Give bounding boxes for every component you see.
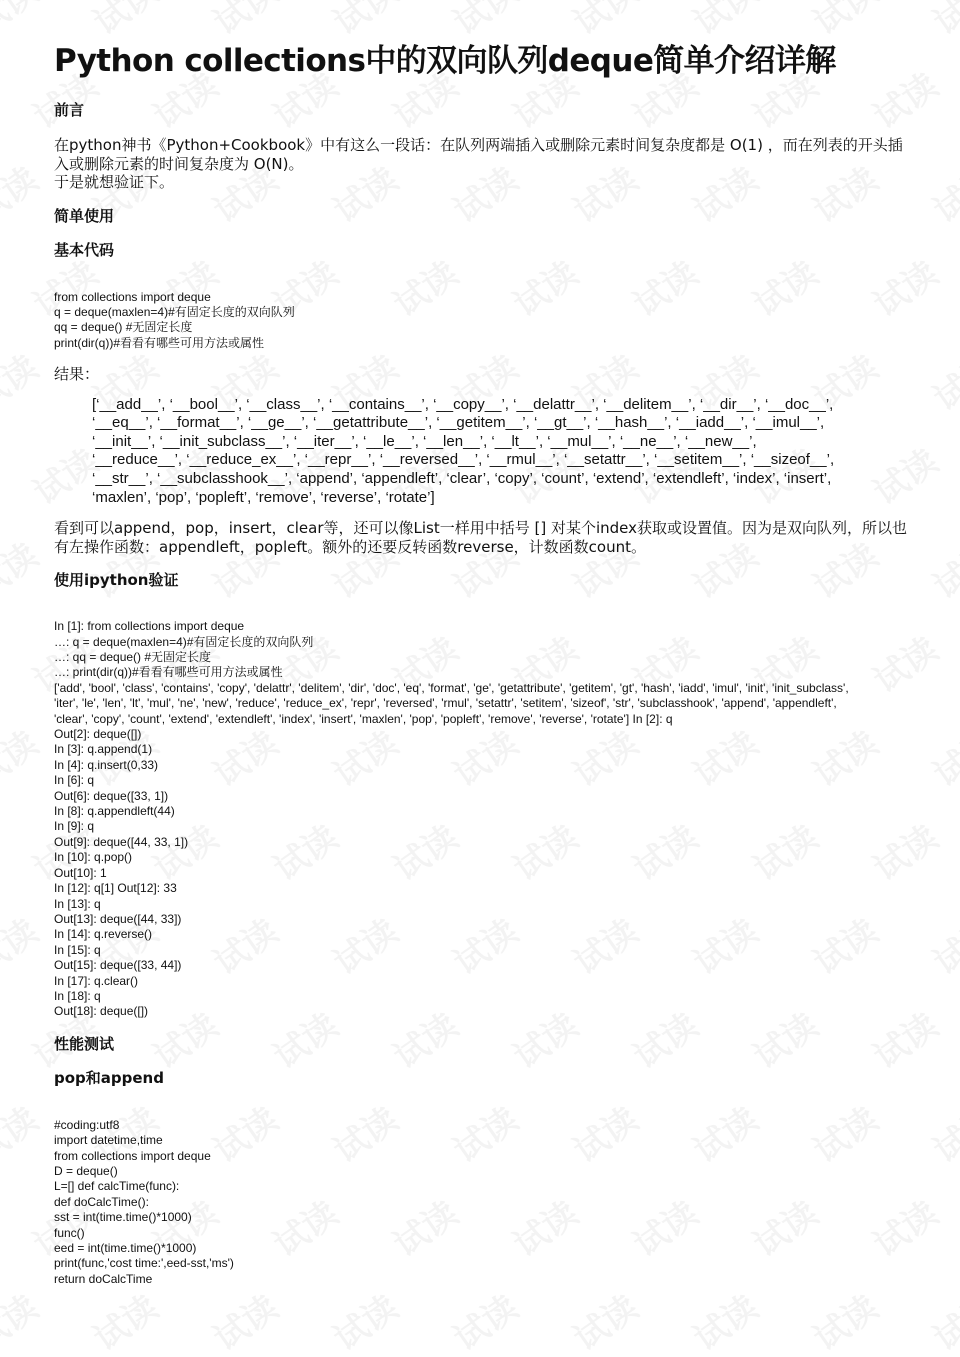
section-heading-pop-append: pop和append bbox=[54, 1068, 164, 1087]
section-heading-perf: 性能测试 bbox=[54, 1034, 115, 1053]
text-line: 有左操作函数：appendleft，popleft。额外的还要反转函数reverse，计数函数count。 bbox=[54, 537, 647, 556]
output-line: ‘__eq__’, ‘__format__’, ‘__ge__’, ‘__getattribute__’, ‘__getitem__’, ‘__gt__’, ‘__hash__’, ‘__iadd__’, ‘__imul__’, bbox=[92, 414, 825, 432]
code-line: #coding:utf8 bbox=[54, 1117, 120, 1132]
code-line: In [4]: q.insert(0,33) bbox=[54, 757, 159, 772]
code-line: In [17]: q.clear() bbox=[54, 973, 139, 988]
code-line: D = deque() bbox=[54, 1163, 118, 1178]
code-line: return doCalcTime bbox=[54, 1271, 153, 1286]
code-line: q = deque(maxlen=4)#有固定长度的双向队列 bbox=[54, 304, 295, 319]
watermark-text bbox=[0, 717, 46, 796]
code-line: 'iter', 'le', 'len', 'lt', 'mul', 'ne', 'new', 'reduce', 'reduce_ex', 'repr', 'reversed', 'rmul', 'setattr', 'setitem', 'sizeof', 'str', 'subclasshook', 'append', 'appendleft', bbox=[54, 696, 837, 711]
code-line: In [3]: q.append(1) bbox=[54, 742, 153, 757]
section-heading-preface: 前言 bbox=[54, 101, 85, 119]
code-line: In [6]: q bbox=[54, 773, 95, 788]
watermark-text bbox=[0, 341, 46, 420]
watermark-text bbox=[0, 529, 46, 608]
watermark-text bbox=[682, 1281, 766, 1357]
code-line: Out[15]: deque([33, 44]) bbox=[54, 958, 182, 973]
watermark-text bbox=[0, 1093, 46, 1172]
code-line: eed = int(time.time()*1000) bbox=[54, 1241, 197, 1255]
output-line: ‘__str__’, ‘__subclasshook__’, ‘append’, ‘appendleft’, ‘clear’, ‘copy’, ‘count’, ‘extend’, ‘extendleft’, ‘index’, ‘insert’, bbox=[92, 470, 832, 487]
code-line: Out[9]: deque([44, 33, 1]) bbox=[54, 834, 189, 849]
code-line: In [1]: from collections import deque bbox=[54, 619, 245, 634]
watermark-text bbox=[922, 153, 960, 232]
section-heading-ipython: 使用ipython验证 bbox=[54, 571, 179, 590]
code-line: In [13]: q bbox=[54, 896, 101, 911]
text-line: 入或删除元素的时间复杂度为 O(N)。 bbox=[54, 154, 304, 173]
code-block-ipython bbox=[54, 619, 910, 1020]
watermark-text bbox=[0, 1281, 46, 1357]
watermark-text bbox=[0, 905, 46, 984]
section-heading-simple-use: 简单使用 bbox=[54, 206, 115, 225]
code-line: import datetime,time bbox=[54, 1133, 163, 1148]
watermark-text bbox=[922, 1281, 960, 1357]
watermark-text bbox=[202, 1281, 286, 1357]
code-line: Out[6]: deque([33, 1]) bbox=[54, 788, 169, 803]
result-label: 结果： bbox=[54, 365, 100, 384]
code-line: …: q = deque(maxlen=4)#有固定长度的双向队列 bbox=[54, 634, 314, 649]
watermark-text bbox=[922, 529, 960, 608]
code-line: In [18]: q bbox=[54, 988, 101, 1003]
code-line: Out[18]: deque([]) bbox=[54, 1004, 149, 1019]
code-line: …: qq = deque() #无固定长度 bbox=[54, 650, 212, 664]
code-line: In [14]: q.reverse() bbox=[54, 927, 153, 942]
code-block-perf bbox=[54, 1118, 910, 1287]
watermark-text bbox=[562, 1281, 646, 1357]
code-line: L=[] def calcTime(func): bbox=[54, 1179, 180, 1194]
text-line: 看到可以append，pop，insert，clear等，还可以像List一样用中括号 [] 对某个index获取或设置值。因为是双向队列，所以也 bbox=[54, 519, 907, 538]
watermark-text bbox=[0, 0, 46, 44]
watermark-text bbox=[922, 1093, 960, 1172]
code-line: 'clear', 'copy', 'count', 'extend', 'extendleft', 'index', 'insert', 'maxlen', 'pop', 'popleft', 'remove', 'reverse', 'rotate'] In [2]: q bbox=[54, 711, 673, 726]
code-line: Out[13]: deque([44, 33]) bbox=[54, 911, 182, 926]
code-line: from collections import deque bbox=[54, 1148, 211, 1163]
text-line: 在python神书《Python+Cookbook》中有这么一段话：在队列两端插入或删除元素时间复杂度都是 O(1) ，而在列表的开头插 bbox=[54, 136, 903, 154]
preface-paragraph bbox=[54, 136, 910, 192]
watermark-text bbox=[322, 1281, 406, 1357]
code-line: qq = deque() #无固定长度 bbox=[54, 320, 193, 335]
code-line: ['add', 'bool', 'class', 'contains', 'copy', 'delattr', 'delitem', 'dir', 'doc', 'eq', 'format', 'ge', 'getattribute', 'getitem', 'gt', 'hash', 'iadd', 'imul', 'init', 'init_subclass', bbox=[54, 680, 849, 695]
text-line: 于是就想验证下。 bbox=[54, 173, 175, 191]
watermark-text bbox=[922, 717, 960, 796]
code-line: Out[2]: deque([]) bbox=[54, 727, 142, 742]
watermark-text bbox=[802, 1281, 886, 1357]
code-line: In [8]: q.appendleft(44) bbox=[54, 804, 175, 819]
explain-paragraph bbox=[54, 519, 910, 556]
code-line: In [10]: q.pop() bbox=[54, 850, 133, 865]
watermark-text bbox=[0, 153, 46, 232]
output-line: ‘__init__’, ‘__init_subclass__’, ‘__iter__’, ‘__le__’, ‘__len__’, ‘__lt__’, ‘__mul__’, ‘__ne__’, ‘__new__’, bbox=[92, 432, 757, 450]
watermark-text bbox=[922, 341, 960, 420]
code-line: In [12]: q[1] Out[12]: 33 bbox=[54, 881, 177, 896]
code-line: In [15]: q bbox=[54, 942, 101, 957]
code-line: print(dir(q))#看看有哪些可用方法或属性 bbox=[54, 335, 265, 350]
output-line: [‘__add__’, ‘__bool__’, ‘__class__’, ‘__contains__’, ‘__copy__’, ‘__delattr__’, ‘__delitem__’, ‘__dir__’, ‘__doc__’, bbox=[92, 395, 834, 413]
section-heading-basic-code: 基本代码 bbox=[54, 240, 115, 259]
code-line: print(func,'cost time:',eed-sst,'ms') bbox=[54, 1256, 234, 1271]
watermark-text bbox=[442, 1281, 526, 1357]
watermark-text bbox=[82, 1281, 166, 1357]
output-line: ‘__reduce__’, ‘__reduce_ex__’, ‘__repr__’, ‘__reversed__’, ‘__rmul__’, ‘__setattr__’, ‘__setitem__’, ‘__sizeof__’, bbox=[92, 451, 835, 469]
result-output bbox=[92, 396, 910, 508]
code-line: def doCalcTime(): bbox=[54, 1194, 149, 1209]
watermark-text bbox=[922, 905, 960, 984]
watermark-text bbox=[922, 0, 960, 44]
code-block-basic bbox=[54, 290, 910, 352]
output-line: ‘maxlen’, ‘pop’, ‘popleft’, ‘remove’, ‘reverse’, ‘rotate’] bbox=[92, 488, 435, 506]
code-line: …: print(dir(q))#看看有哪些可用方法或属性 bbox=[54, 665, 283, 680]
document-page bbox=[54, 38, 910, 1287]
code-line: sst = int(time.time()*1000) bbox=[54, 1210, 192, 1225]
code-line: from collections import deque bbox=[54, 289, 211, 304]
page-title: Python collections中的双向队列deque简单介绍详解 bbox=[54, 43, 836, 79]
code-line: Out[10]: 1 bbox=[54, 865, 107, 880]
code-line: In [9]: q bbox=[54, 819, 95, 834]
code-line: func() bbox=[54, 1225, 85, 1240]
